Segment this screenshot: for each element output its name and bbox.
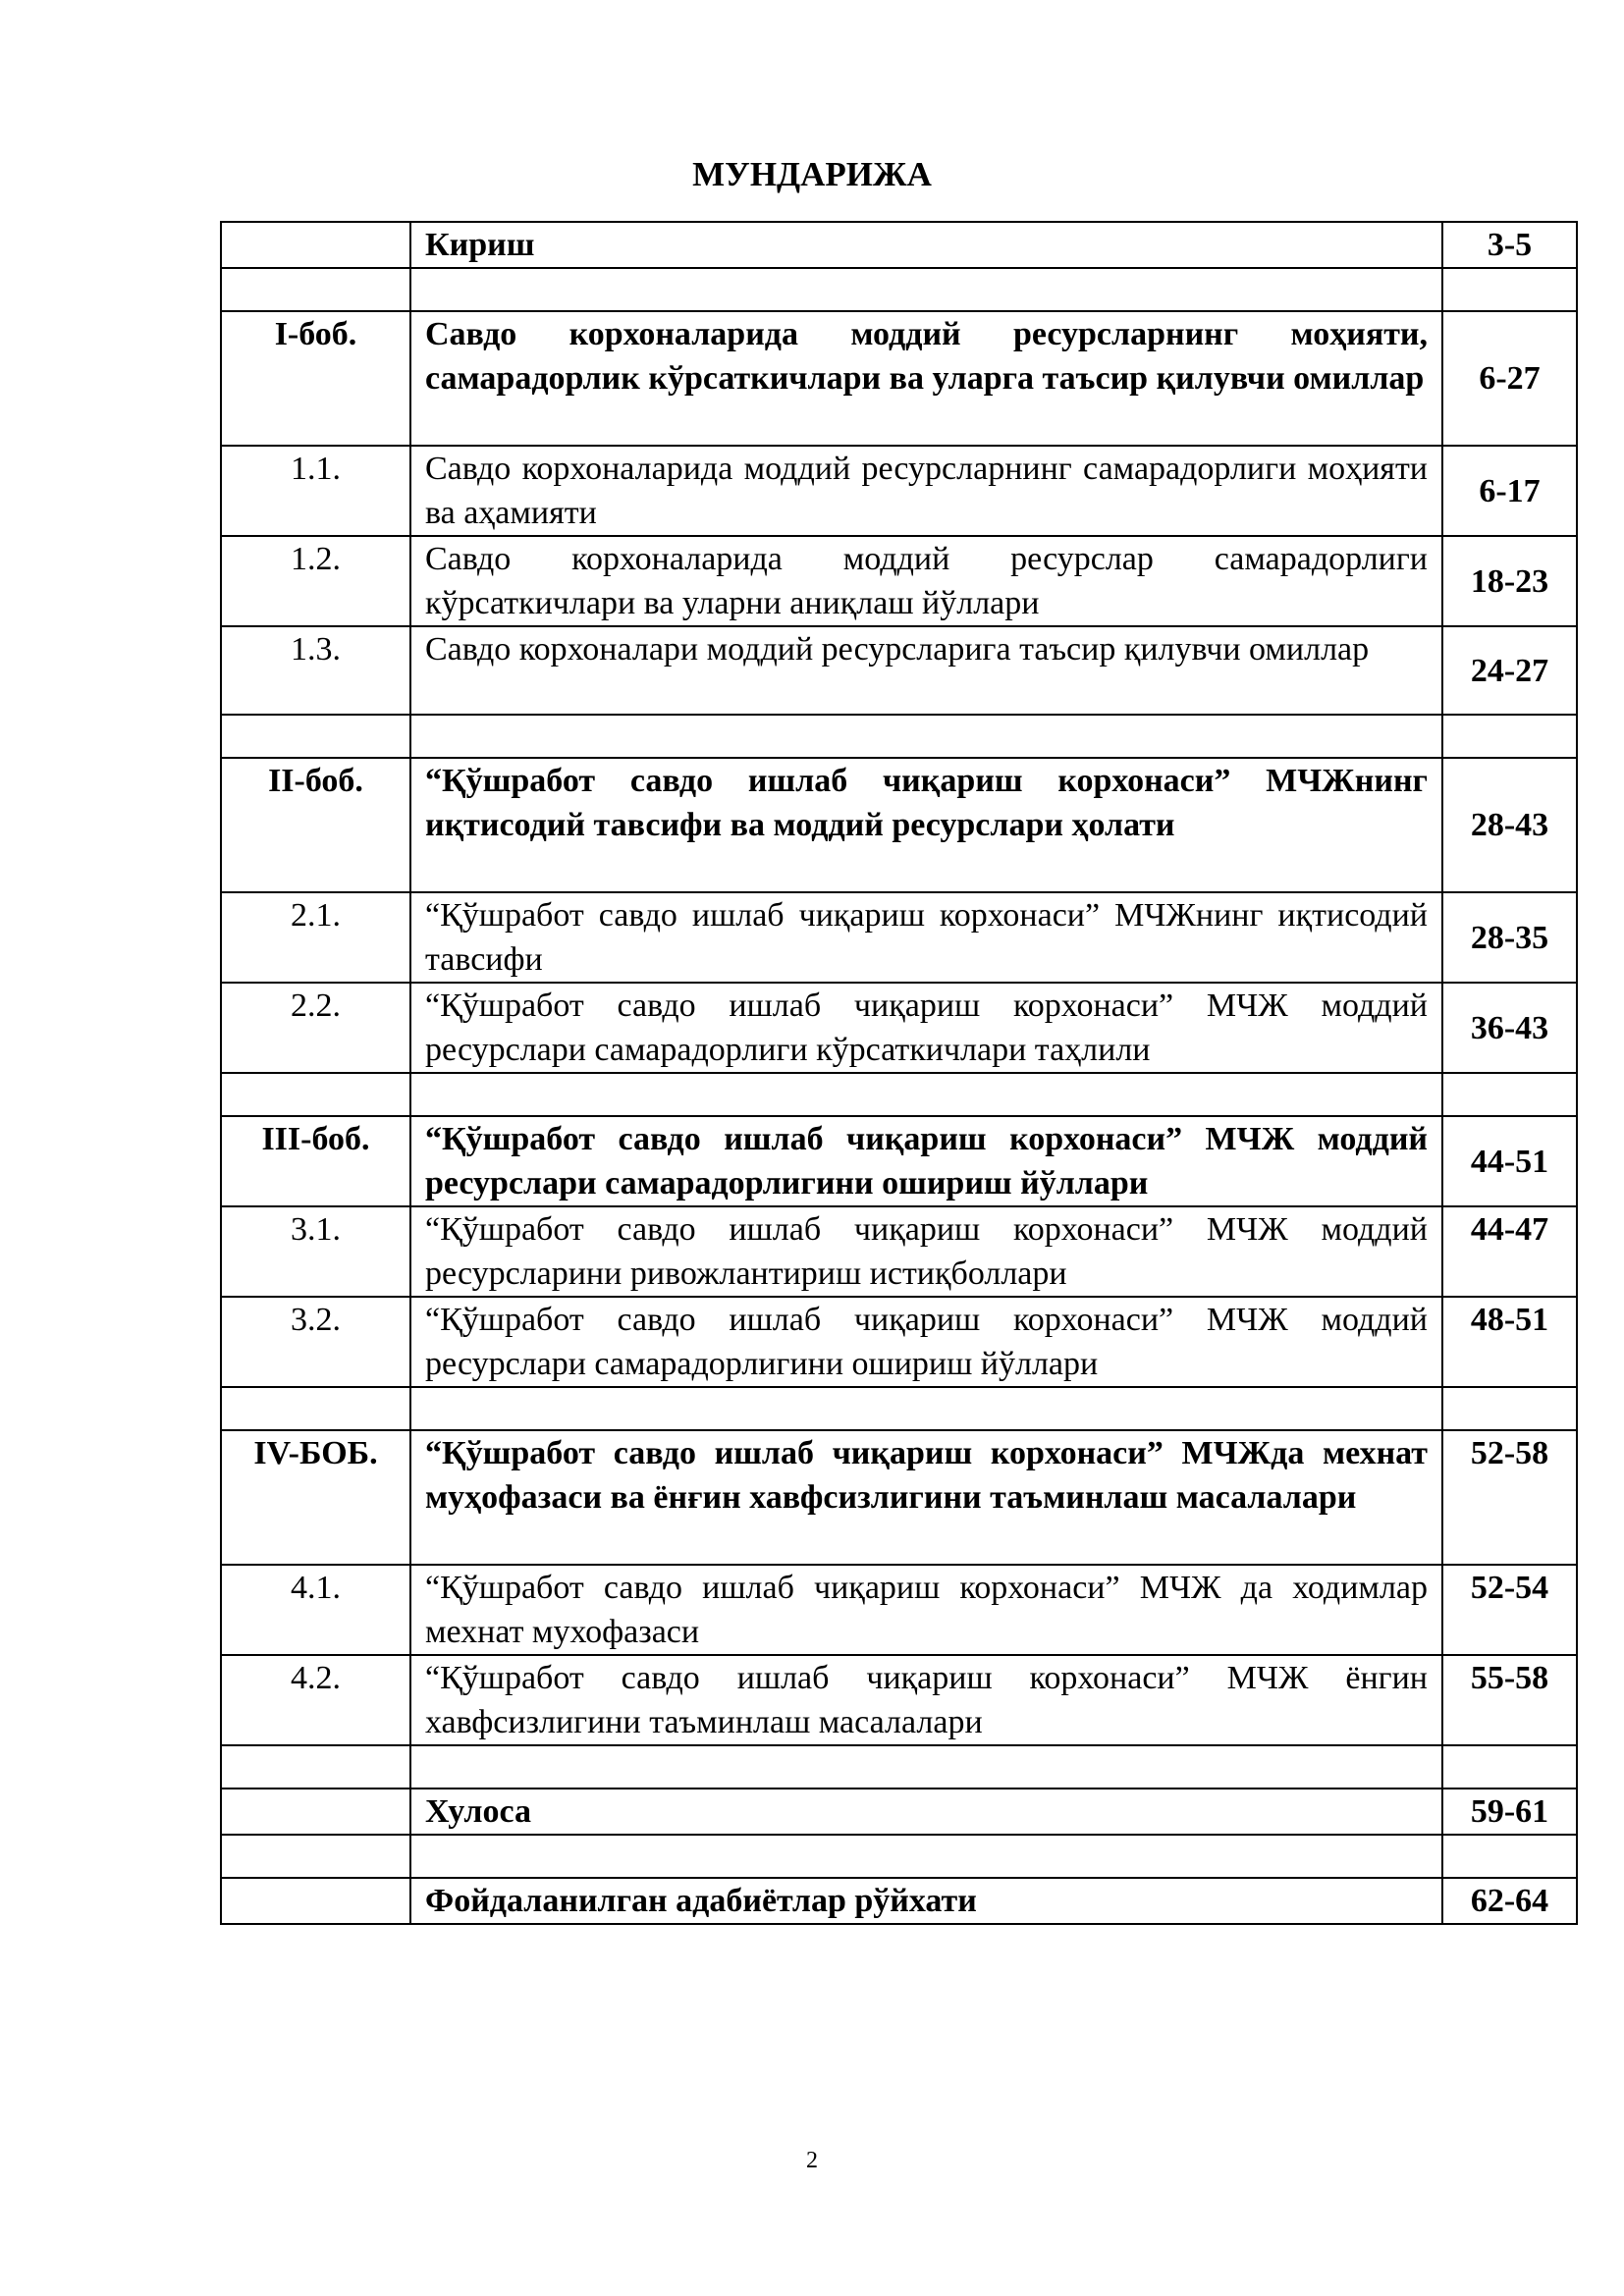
toc-number bbox=[221, 1835, 410, 1878]
toc-row-chapter-2 bbox=[221, 758, 1577, 892]
toc-row-section-4-1 bbox=[221, 1565, 1577, 1655]
toc-pages: 48-51 bbox=[1442, 1297, 1577, 1387]
toc-title: “Қўшработ савдо ишлаб чиқариш корхонаси” МЧЖ моддий ресурслари самарадорлигини ошириш йўллари bbox=[410, 1116, 1442, 1206]
toc-pages: 28-35 bbox=[1442, 892, 1577, 983]
toc-pages: 62-64 bbox=[1442, 1878, 1577, 1924]
toc-spacer-row bbox=[221, 268, 1577, 311]
toc-number: 3.1. bbox=[221, 1206, 410, 1297]
table-of-contents bbox=[220, 221, 1578, 1925]
toc-number: 3.2. bbox=[221, 1297, 410, 1387]
toc-title: “Қўшработ савдо ишлаб чиқариш корхонаси” МЧЖ да ходимлар мехнат мухофазаси bbox=[410, 1565, 1442, 1655]
toc-title bbox=[410, 1745, 1442, 1789]
toc-title: Савдо корхоналарида моддий ресурслар самарадорлиги кўрсаткичлари ва уларни аниқлаш йўллари bbox=[410, 536, 1442, 626]
toc-title: “Қўшработ савдо ишлаб чиқариш корхонаси” МЧЖнинг иқтисодий тавсифи ва моддий ресурслари ҳолати bbox=[410, 758, 1442, 892]
toc-title: Кириш bbox=[410, 222, 1442, 268]
toc-title: Савдо корхоналарида моддий ресурсларнинг моҳияти, самарадорлик кўрсаткичлари ва уларга таъсир қилувчи омиллар bbox=[410, 311, 1442, 446]
toc-title: Хулоса bbox=[410, 1789, 1442, 1835]
toc-pages bbox=[1442, 1073, 1577, 1116]
toc-pages: 6-17 bbox=[1442, 446, 1577, 536]
toc-spacer-row bbox=[221, 1073, 1577, 1116]
toc-number: 4.1. bbox=[221, 1565, 410, 1655]
toc-row-section-4-2 bbox=[221, 1655, 1577, 1745]
toc-row-section-2-1 bbox=[221, 892, 1577, 983]
toc-number: 1.1. bbox=[221, 446, 410, 536]
toc-pages: 6-27 bbox=[1442, 311, 1577, 446]
toc-pages: 55-58 bbox=[1442, 1655, 1577, 1745]
toc-pages: 36-43 bbox=[1442, 983, 1577, 1073]
toc-number: II-боб. bbox=[221, 758, 410, 892]
toc-pages: 18-23 bbox=[1442, 536, 1577, 626]
page-number: 2 bbox=[806, 2148, 818, 2173]
toc-title: “Қўшработ савдо ишлаб чиқариш корхонаси” МЧЖда мехнат муҳофазаси ва ёнғин хавфсизлигини таъминлаш масалалари bbox=[410, 1430, 1442, 1565]
toc-number: 1.2. bbox=[221, 536, 410, 626]
toc-row-chapter-4 bbox=[221, 1430, 1577, 1565]
toc-pages: 3-5 bbox=[1442, 222, 1577, 268]
toc-spacer-row bbox=[221, 1745, 1577, 1789]
toc-row-chapter-1 bbox=[221, 311, 1577, 446]
toc-number: 1.3. bbox=[221, 626, 410, 715]
toc-title: “Қўшработ савдо ишлаб чиқариш корхонаси” МЧЖнинг иқтисодий тавсифи bbox=[410, 892, 1442, 983]
toc-row-introduction bbox=[221, 222, 1577, 268]
toc-title: “Қўшработ савдо ишлаб чиқариш корхонаси” МЧЖ моддий ресурсларини ривожлантириш истиқболлари bbox=[410, 1206, 1442, 1297]
toc-row-section-3-1 bbox=[221, 1206, 1577, 1297]
toc-title: Савдо корхоналарида моддий ресурсларнинг самарадорлиги моҳияти ва аҳамияти bbox=[410, 446, 1442, 536]
toc-row-section-1-1 bbox=[221, 446, 1577, 536]
toc-pages bbox=[1442, 1835, 1577, 1878]
toc-spacer-row bbox=[221, 1387, 1577, 1430]
toc-title: “Қўшработ савдо ишлаб чиқариш корхонаси” МЧЖ моддий ресурслари самарадорлиги кўрсаткичлари таҳлили bbox=[410, 983, 1442, 1073]
toc-pages: 59-61 bbox=[1442, 1789, 1577, 1835]
toc-title: Фойдаланилган адабиётлар рўйхати bbox=[410, 1878, 1442, 1924]
toc-row-section-1-2 bbox=[221, 536, 1577, 626]
toc-title bbox=[410, 1387, 1442, 1430]
toc-title: “Қўшработ савдо ишлаб чиқариш корхонаси” МЧЖ ёнгин хавфсизлигини таъминлаш масалалари bbox=[410, 1655, 1442, 1745]
toc-number: 2.1. bbox=[221, 892, 410, 983]
toc-pages bbox=[1442, 1387, 1577, 1430]
toc-pages: 44-47 bbox=[1442, 1206, 1577, 1297]
toc-title bbox=[410, 1835, 1442, 1878]
toc-number: 4.2. bbox=[221, 1655, 410, 1745]
toc-number bbox=[221, 1073, 410, 1116]
toc-pages: 24-27 bbox=[1442, 626, 1577, 715]
toc-pages bbox=[1442, 1745, 1577, 1789]
toc-number: I-боб. bbox=[221, 311, 410, 446]
toc-row-section-1-3 bbox=[221, 626, 1577, 715]
toc-number bbox=[221, 715, 410, 758]
toc-pages: 52-54 bbox=[1442, 1565, 1577, 1655]
toc-pages: 28-43 bbox=[1442, 758, 1577, 892]
toc-spacer-row bbox=[221, 1835, 1577, 1878]
toc-number bbox=[221, 1745, 410, 1789]
toc-title bbox=[410, 1073, 1442, 1116]
toc-title: Савдо корхоналари моддий ресурсларига таъсир қилувчи омиллар bbox=[410, 626, 1442, 715]
toc-row-section-2-2 bbox=[221, 983, 1577, 1073]
toc-number: IV-БОБ. bbox=[221, 1430, 410, 1565]
toc-title: “Қўшработ савдо ишлаб чиқариш корхонаси” МЧЖ моддий ресурслари самарадорлигини ошириш йўллари bbox=[410, 1297, 1442, 1387]
toc-pages bbox=[1442, 268, 1577, 311]
page-title: МУНДАРИЖА bbox=[692, 155, 932, 193]
toc-number: 2.2. bbox=[221, 983, 410, 1073]
toc-row-section-3-2 bbox=[221, 1297, 1577, 1387]
toc-number bbox=[221, 1387, 410, 1430]
toc-title bbox=[410, 268, 1442, 311]
toc-pages bbox=[1442, 715, 1577, 758]
toc-number bbox=[221, 1878, 410, 1924]
toc-row-references bbox=[221, 1878, 1577, 1924]
toc-row-conclusion bbox=[221, 1789, 1577, 1835]
toc-number bbox=[221, 1789, 410, 1835]
toc-title bbox=[410, 715, 1442, 758]
toc-number: III-боб. bbox=[221, 1116, 410, 1206]
toc-spacer-row bbox=[221, 715, 1577, 758]
toc-number bbox=[221, 222, 410, 268]
toc-pages: 44-51 bbox=[1442, 1116, 1577, 1206]
toc-pages: 52-58 bbox=[1442, 1430, 1577, 1565]
toc-number bbox=[221, 268, 410, 311]
toc-row-chapter-3 bbox=[221, 1116, 1577, 1206]
